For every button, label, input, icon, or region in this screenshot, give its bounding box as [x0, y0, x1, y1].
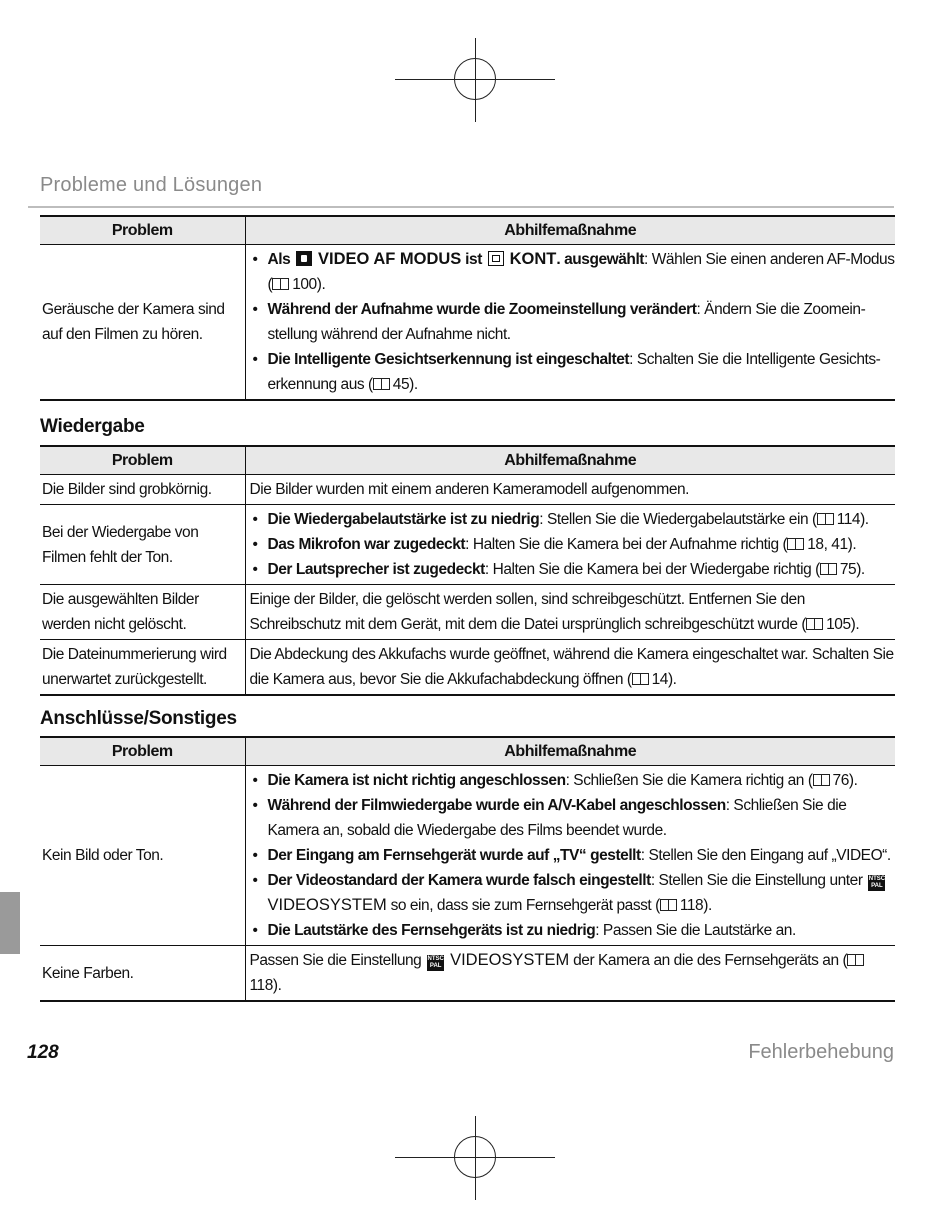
table-connection-issues [40, 736, 895, 1002]
book-reference-icon [373, 378, 390, 390]
problem-cell: Kein Bild oder Ton. [40, 766, 245, 946]
remedy-text: : Halten Sie die Kamera bei der Aufnahme richtig ( [465, 536, 788, 553]
menu-item-video-af-mode: VIDEO AF MODUS [318, 250, 462, 268]
solution-bullet: • Die Wiedergabelautstärke ist zu niedrig: Stellen Sie die Wiedergabelautstärke ein ( 114). [250, 507, 896, 532]
bold-cause: Der Eingang am Fernsehgerät wurde auf „TV“ gestellt [267, 847, 641, 864]
bold-cause: Der Videostandard der Kamera wurde falsch eingestellt [267, 872, 651, 889]
book-reference-icon [632, 673, 649, 685]
solution-cell [245, 766, 895, 946]
problem-cell: Geräusche der Kamera sind auf den Filmen zu hören. [40, 245, 245, 401]
ntsc-pal-icon [427, 955, 444, 971]
table-row [40, 640, 895, 696]
subheading-anschluesse: Anschlüsse/Sonstiges [40, 708, 237, 729]
solution-bullet: • Der Videostandard der Kamera wurde falsch eingestellt: Stellen Sie die Einstellung unter NTSC PAL VIDEOSYSTEM so ein, dass sie zum Fernsehgerät passt ( 118). [250, 868, 896, 918]
solution-bullet [250, 918, 896, 943]
table-row [40, 475, 895, 505]
remedy-text: : Stellen Sie die Einstellung unter [650, 872, 863, 889]
bold-cause: Während der Aufnahme wurde die Zoomeinstellung verändert [267, 301, 697, 318]
page-ref: 75 [839, 561, 857, 578]
table-header-row [40, 446, 895, 475]
bold-cause: Die Kamera ist nicht richtig angeschlossen [267, 772, 566, 789]
solution-cell: Einige der Bilder, die gelöscht werden sollen, sind schreibgeschützt. Entfernen Sie den Schreibschutz mit dem Gerät, mit dem die Datei ursprünglich schreibgeschützt wurde ( 105). [245, 585, 895, 640]
problem-cell: Bei der Wiedergabe von Filmen fehlt der Ton. [40, 505, 245, 585]
page-ref: 105 [826, 616, 851, 633]
remedy-text: Einige der Bilder, die gelöscht werden sollen, sind schreibgeschützt. Entfernen Sie den Schreibschutz mit dem Gerät, mit dem die Datei ursprünglich schreibgeschützt wurde ( [249, 591, 807, 633]
bold-cause: ist [465, 251, 482, 268]
crop-mark-bottom [395, 1116, 555, 1200]
remedy-text: : Stellen Sie die Wiedergabelautstärke ein ( [539, 511, 817, 528]
page-ref: 100 [292, 276, 317, 293]
page-ref: 118 [679, 897, 704, 914]
book-reference-icon [787, 538, 804, 550]
table-row [40, 245, 895, 401]
bold-cause: Die Intelligente Gesichtserkennung ist eingeschaltet [267, 351, 630, 368]
table-header-row [40, 737, 895, 766]
bold-cause: Das Mikrofon war zugedeckt [267, 536, 466, 553]
column-header-solution: Abhilfemaßnahme [245, 446, 895, 475]
column-header-problem: Problem [40, 737, 245, 766]
book-reference-icon [272, 278, 289, 290]
remedy-text: : Halten Sie die Kamera bei der Wiedergabe richtig ( [484, 561, 820, 578]
solution-bullet: • Die Intelligente Gesichtserkennung ist eingeschaltet: Schalten Sie die Intelligente Gesichtserkennung aus ( 45). [250, 347, 896, 397]
section-rule [28, 206, 894, 208]
table-header-row [40, 216, 895, 245]
bold-cause: Die Wiedergabelautstärke ist zu niedrig [267, 511, 540, 528]
page-ref: 114 [836, 511, 861, 528]
table-row [40, 766, 895, 946]
column-header-problem: Problem [40, 216, 245, 245]
remedy-text: : Schalten Sie die Intelligente Gesichtserkennung aus ( [267, 351, 881, 393]
solution-bullet: • Das Mikrofon war zugedeckt: Halten Sie die Kamera bei der Aufnahme richtig ( 18, 41). [250, 532, 896, 557]
remedy-text: : Ändern Sie die Zoomeinstellung während der Aufnahme nicht. [267, 301, 866, 343]
continuous-af-icon [488, 251, 504, 266]
menu-item-videosystem: VIDEOSYSTEM [450, 951, 570, 969]
remedy-text: : Passen Sie die Lautstärke an. [595, 922, 796, 939]
page-ref: 118 [249, 977, 273, 994]
page-ref: 18, 41 [807, 536, 848, 553]
page-ref: 76 [832, 772, 849, 789]
ntsc-pal-icon [868, 875, 885, 891]
table-recording-issues [40, 215, 895, 401]
problem-cell: Die Bilder sind grobkörnig. [40, 475, 245, 505]
book-reference-icon [813, 774, 830, 786]
remedy-text: : Wählen Sie einen anderen AF-Modus ( [267, 251, 895, 293]
table-row [40, 946, 895, 1002]
book-reference-icon [806, 618, 823, 630]
solution-cell: Passen Sie die Einstellung NTSC PAL VIDEOSYSTEM der Kamera an die des Fernsehgeräts an (118). [245, 946, 895, 1002]
book-reference-icon [660, 899, 677, 911]
remedy-text: Passen Sie die Einstellung [249, 952, 422, 969]
menu-item-videosystem: VIDEOSYSTEM [267, 896, 387, 914]
table-playback-issues [40, 445, 895, 696]
section-title: Probleme und Lösungen [40, 174, 263, 196]
bold-cause: . ausgewählt [556, 251, 645, 268]
remedy-text: Die Abdeckung des Akkufachs wurde geöffnet, während die Kamera eingeschaltet war. Schalten Sie die Kamera aus, bevor Sie die Akkufachabdeckung öffnen ( [249, 646, 894, 688]
solution-bullet: • Der Lautsprecher ist zugedeckt: Halten Sie die Kamera bei der Wiedergabe richtig ( 75). [250, 557, 896, 582]
problem-cell: Keine Farben. [40, 946, 245, 1002]
bold-cause: Die Lautstärke des Fernsehgeräts ist zu niedrig [267, 922, 596, 939]
remedy-text: der Kamera an die des Fernsehgeräts an ( [573, 952, 848, 969]
solution-bullet [250, 793, 896, 843]
solution-cell [245, 245, 895, 401]
bold-cause: Der Lautsprecher ist zugedeckt [267, 561, 485, 578]
ntsc-label: NTSC [427, 956, 444, 962]
subheading-wiedergabe: Wiedergabe [40, 416, 145, 437]
remedy-text: : Stellen Sie den Eingang auf „VIDEO“. [640, 847, 891, 864]
crop-mark-top [395, 38, 555, 122]
solution-bullet [250, 297, 896, 347]
remedy-text: : Schließen Sie die Kamera richtig an ( [565, 772, 813, 789]
bold-cause: Als [267, 251, 291, 268]
table-row [40, 585, 895, 640]
solution-bullet: • Als VIDEO AF MODUS ist KONT. ausgewählt: Wählen Sie einen anderen AF-Modus ( 100). [250, 247, 896, 297]
column-header-solution: Abhilfemaßnahme [245, 216, 895, 245]
page-number: 128 [27, 1042, 59, 1063]
column-header-solution: Abhilfemaßnahme [245, 737, 895, 766]
book-reference-icon [817, 513, 834, 525]
solution-cell: Die Abdeckung des Akkufachs wurde geöffnet, während die Kamera eingeschaltet war. Schalten Sie die Kamera aus, bevor Sie die Akkufachabdeckung öffnen ( 14). [245, 640, 895, 696]
solution-cell: Die Bilder wurden mit einem anderen Kameramodell aufgenommen. [245, 475, 895, 505]
remedy-text: so ein, dass sie zum Fernsehgerät passt ( [390, 897, 660, 914]
pal-label: PAL [871, 883, 883, 889]
page-ref: 45 [392, 376, 410, 393]
pal-label: PAL [429, 963, 442, 969]
solution-bullet: • Die Kamera ist nicht richtig angeschlossen: Schließen Sie die Kamera richtig an ( 76). [250, 768, 896, 793]
ntsc-label: NTSC [868, 876, 886, 882]
movie-camera-icon [296, 251, 312, 266]
bold-cause: Während der Filmwiedergabe wurde ein A/V-Kabel angeschlossen [267, 797, 726, 814]
problem-cell: Die ausgewählten Bilder werden nicht gelöscht. [40, 585, 245, 640]
table-row [40, 505, 895, 585]
problem-cell: Die Dateinummerierung wird unerwartet zurückgestellt. [40, 640, 245, 696]
footer-chapter-title: Fehlerbehebung [748, 1041, 894, 1063]
page-ref: 14 [651, 671, 668, 688]
book-reference-icon [820, 563, 837, 575]
book-reference-icon [847, 954, 864, 966]
solution-bullet [250, 843, 896, 868]
remedy-text: : Schließen Sie die Kamera an, sobald die Wiedergabe des Films beendet wurde. [267, 797, 847, 839]
solution-cell [245, 505, 895, 585]
column-header-problem: Problem [40, 446, 245, 475]
menu-value-kont: KONT [509, 250, 557, 268]
chapter-thumb-tab [0, 892, 20, 954]
